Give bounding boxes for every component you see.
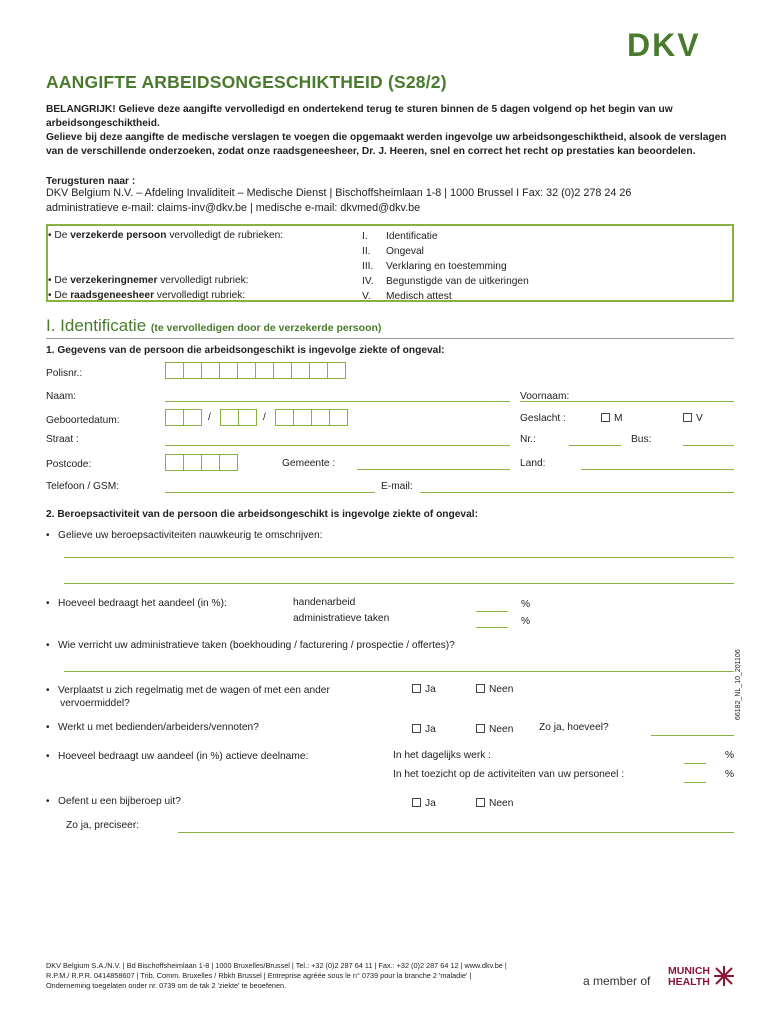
email-label: E-mail: <box>381 481 413 492</box>
rubric-line-doctor: • De raadsgeneesheer vervolledigt rubriek: <box>48 290 246 301</box>
percent-sign: % <box>521 599 531 610</box>
polisnr-label: Polisnr.: <box>46 368 83 379</box>
question-2: 2. Beroepsactiviteit van de persoon die arbeidsongeschikt is ingevolge ziekte of ongeval: <box>46 509 478 520</box>
gender-m-option[interactable]: M <box>601 413 623 424</box>
daily-work-label: In het dagelijks werk : <box>393 750 491 761</box>
checkbox-icon[interactable] <box>412 684 421 693</box>
specify-label: Zo ja, preciseer: <box>66 820 140 831</box>
telefoon-field[interactable] <box>165 492 375 493</box>
rubric-line-insured: • De verzekerde persoon vervolledigt de rubrieken: <box>48 230 284 241</box>
bus-field[interactable] <box>683 445 734 446</box>
checkbox-icon[interactable] <box>412 798 421 807</box>
checkbox-icon[interactable] <box>476 798 485 807</box>
footer-legal: DKV Belgium S.A./N.V. | Bd Bischoffsheimlaan 1-8 | 1000 Bruxelles/Brussel | Tel.: +32 (0)2 287 64 11 | Fax.: +32 (0)2 287 64 12 | www.dkv.be | R.P.M./ R.P.R. 0414858607 | Trib. Comm. Bruxelles / Rbkh Brussel | Entreprise agréée sous le n° 0739 pour la branche 2 'maladie' | Onderneming toegelaten onder nr. 0739 om de tak 2 'ziekte' te beoefenen. <box>46 961 507 990</box>
vehicle-bullet: • Verplaatst u zich regelmatig met de wagen of met een ander vervoermiddel? <box>46 685 330 709</box>
form-title: AANGIFTE ARBEIDSONGESCHIKTHEID (S28/2) <box>46 72 447 92</box>
supervision-label: In het toezicht op de activiteiten van uw personeel : <box>393 769 625 780</box>
postcode-label: Postcode: <box>46 459 92 470</box>
gemeente-field[interactable] <box>357 469 510 470</box>
occupation-field-1[interactable] <box>64 557 734 558</box>
question-1: 1. Gegevens van de persoon die arbeidsongeschikt is ingevolge ziekte of ongeval: <box>46 345 445 356</box>
important-notice: BELANGRIJK! Gelieve deze aangifte vervolledigd en ondertekend terug te sturen binnen de 5 dagen volgend op het begin van uw arbeidsongeschiktheid. <box>46 104 673 129</box>
email-field[interactable] <box>420 492 734 493</box>
date-separator: / <box>263 412 266 423</box>
munich-health-logo: MUNICH HEALTH <box>668 965 710 988</box>
admin-tasks-field[interactable] <box>64 671 734 672</box>
share-bullet: • Hoeveel bedraagt het aandeel (in %): <box>46 598 227 609</box>
side-job-neen-option[interactable]: Neen <box>476 798 513 809</box>
rubric-line-policyholder: • De verzekeringnemer vervolledigt rubriek: <box>48 275 249 286</box>
occupation-bullet: • Gelieve uw beroepsactiviteiten nauwkeurig te omschrijven: <box>46 530 323 541</box>
specify-field[interactable] <box>178 832 734 833</box>
birth-day-field[interactable] <box>165 409 201 426</box>
supervision-pct-field[interactable] <box>684 782 706 783</box>
checkbox-icon[interactable] <box>683 413 692 422</box>
munich-health-mark-icon <box>713 965 735 987</box>
voornaam-label: Voornaam: <box>520 391 570 402</box>
checkbox-icon[interactable] <box>601 413 610 422</box>
contact-emails: administratieve e-mail: claims-inv@dkv.be | medische e-mail: dkvmed@dkv.be <box>46 202 421 214</box>
return-address: DKV Belgium N.V. – Afdeling Invaliditeit – Medische Dienst | Bischoffsheimlaan 1-8 | 1000 Brussel I Fax: 32 (0)2 278 24 26 <box>46 187 632 199</box>
checkbox-icon[interactable] <box>412 724 421 733</box>
geslacht-label: Geslacht : <box>520 413 566 424</box>
section-divider <box>46 338 734 339</box>
handenarbeid-label: handenarbeid <box>293 597 356 608</box>
nr-label: Nr.: <box>520 434 536 445</box>
side-job-bullet: • Oefent u een bijberoep uit? <box>46 796 181 807</box>
vehicle-neen-option[interactable]: Neen <box>476 684 513 695</box>
svg-text:DKV: DKV <box>627 30 701 58</box>
checkbox-icon[interactable] <box>476 684 485 693</box>
occupation-field-2[interactable] <box>64 583 734 584</box>
active-share-bullet: • Hoeveel bedraagt uw aandeel (in %) actieve deelname: <box>46 751 309 762</box>
percent-sign: % <box>725 769 735 780</box>
land-label: Land: <box>520 458 546 469</box>
how-many-field[interactable] <box>651 735 734 736</box>
postcode-field[interactable] <box>165 454 237 471</box>
employees-neen-option[interactable]: Neen <box>476 724 513 735</box>
bus-label: Bus: <box>631 434 652 445</box>
member-of-label: a member of <box>583 974 651 988</box>
administratief-label: administratieve taken <box>293 613 390 624</box>
gemeente-label: Gemeente : <box>282 458 336 469</box>
polisnr-field[interactable] <box>165 362 345 379</box>
return-label: Terugsturen naar : <box>46 176 136 187</box>
rubric-roman-list: I. II. III. IV. V. <box>362 231 374 302</box>
telefoon-label: Telefoon / GSM: <box>46 481 120 492</box>
percent-sign: % <box>725 750 735 761</box>
checkbox-icon[interactable] <box>476 724 485 733</box>
straat-label: Straat : <box>46 434 79 445</box>
dkv-logo <box>627 30 737 58</box>
admin-tasks-bullet: • Wie verricht uw administratieve taken (boekhouding / facturering / prospectie / offertes)? <box>46 640 455 651</box>
employees-ja-option[interactable]: Ja <box>412 724 436 735</box>
form-code: 66182_NL_10_201106 <box>735 649 742 720</box>
birth-year-field[interactable] <box>275 409 347 426</box>
nr-field[interactable] <box>569 445 621 446</box>
handenarbeid-pct-field[interactable] <box>476 611 508 612</box>
straat-field[interactable] <box>165 445 510 446</box>
how-many-label: Zo ja, hoeveel? <box>539 722 609 733</box>
naam-field[interactable] <box>165 401 510 402</box>
administratief-pct-field[interactable] <box>476 627 508 628</box>
daily-work-pct-field[interactable] <box>684 763 706 764</box>
voornaam-field[interactable] <box>520 401 734 402</box>
land-field[interactable] <box>581 469 734 470</box>
side-job-ja-option[interactable]: Ja <box>412 798 436 809</box>
rubric-items: Identificatie Ongeval Verklaring en toestemming Begunstigde van de uitkeringen Medisch attest <box>386 231 529 302</box>
employees-bullet: • Werkt u met bedienden/arbeiders/vennoten? <box>46 722 259 733</box>
attach-notice: Gelieve bij deze aangifte de medische verslagen te voegen die opgemaakt werden ingevolge uw arbeidsongeschiktheid, alsook de verslagen van de verschillende onderzoeken, zodat onze raadsgeneesheer, Dr. J. Heeren, snel en correct het recht op prestaties kan beoordelen. <box>46 132 727 157</box>
naam-label: Naam: <box>46 391 77 402</box>
vehicle-ja-option[interactable]: Ja <box>412 684 436 695</box>
section-title: I. Identificatie (te vervolledigen door de verzekerde persoon) <box>46 316 382 335</box>
birth-month-field[interactable] <box>220 409 256 426</box>
gender-v-option[interactable]: V <box>683 413 703 424</box>
date-separator: / <box>208 412 211 423</box>
percent-sign: % <box>521 616 531 627</box>
geboortedatum-label: Geboortedatum: <box>46 415 120 426</box>
